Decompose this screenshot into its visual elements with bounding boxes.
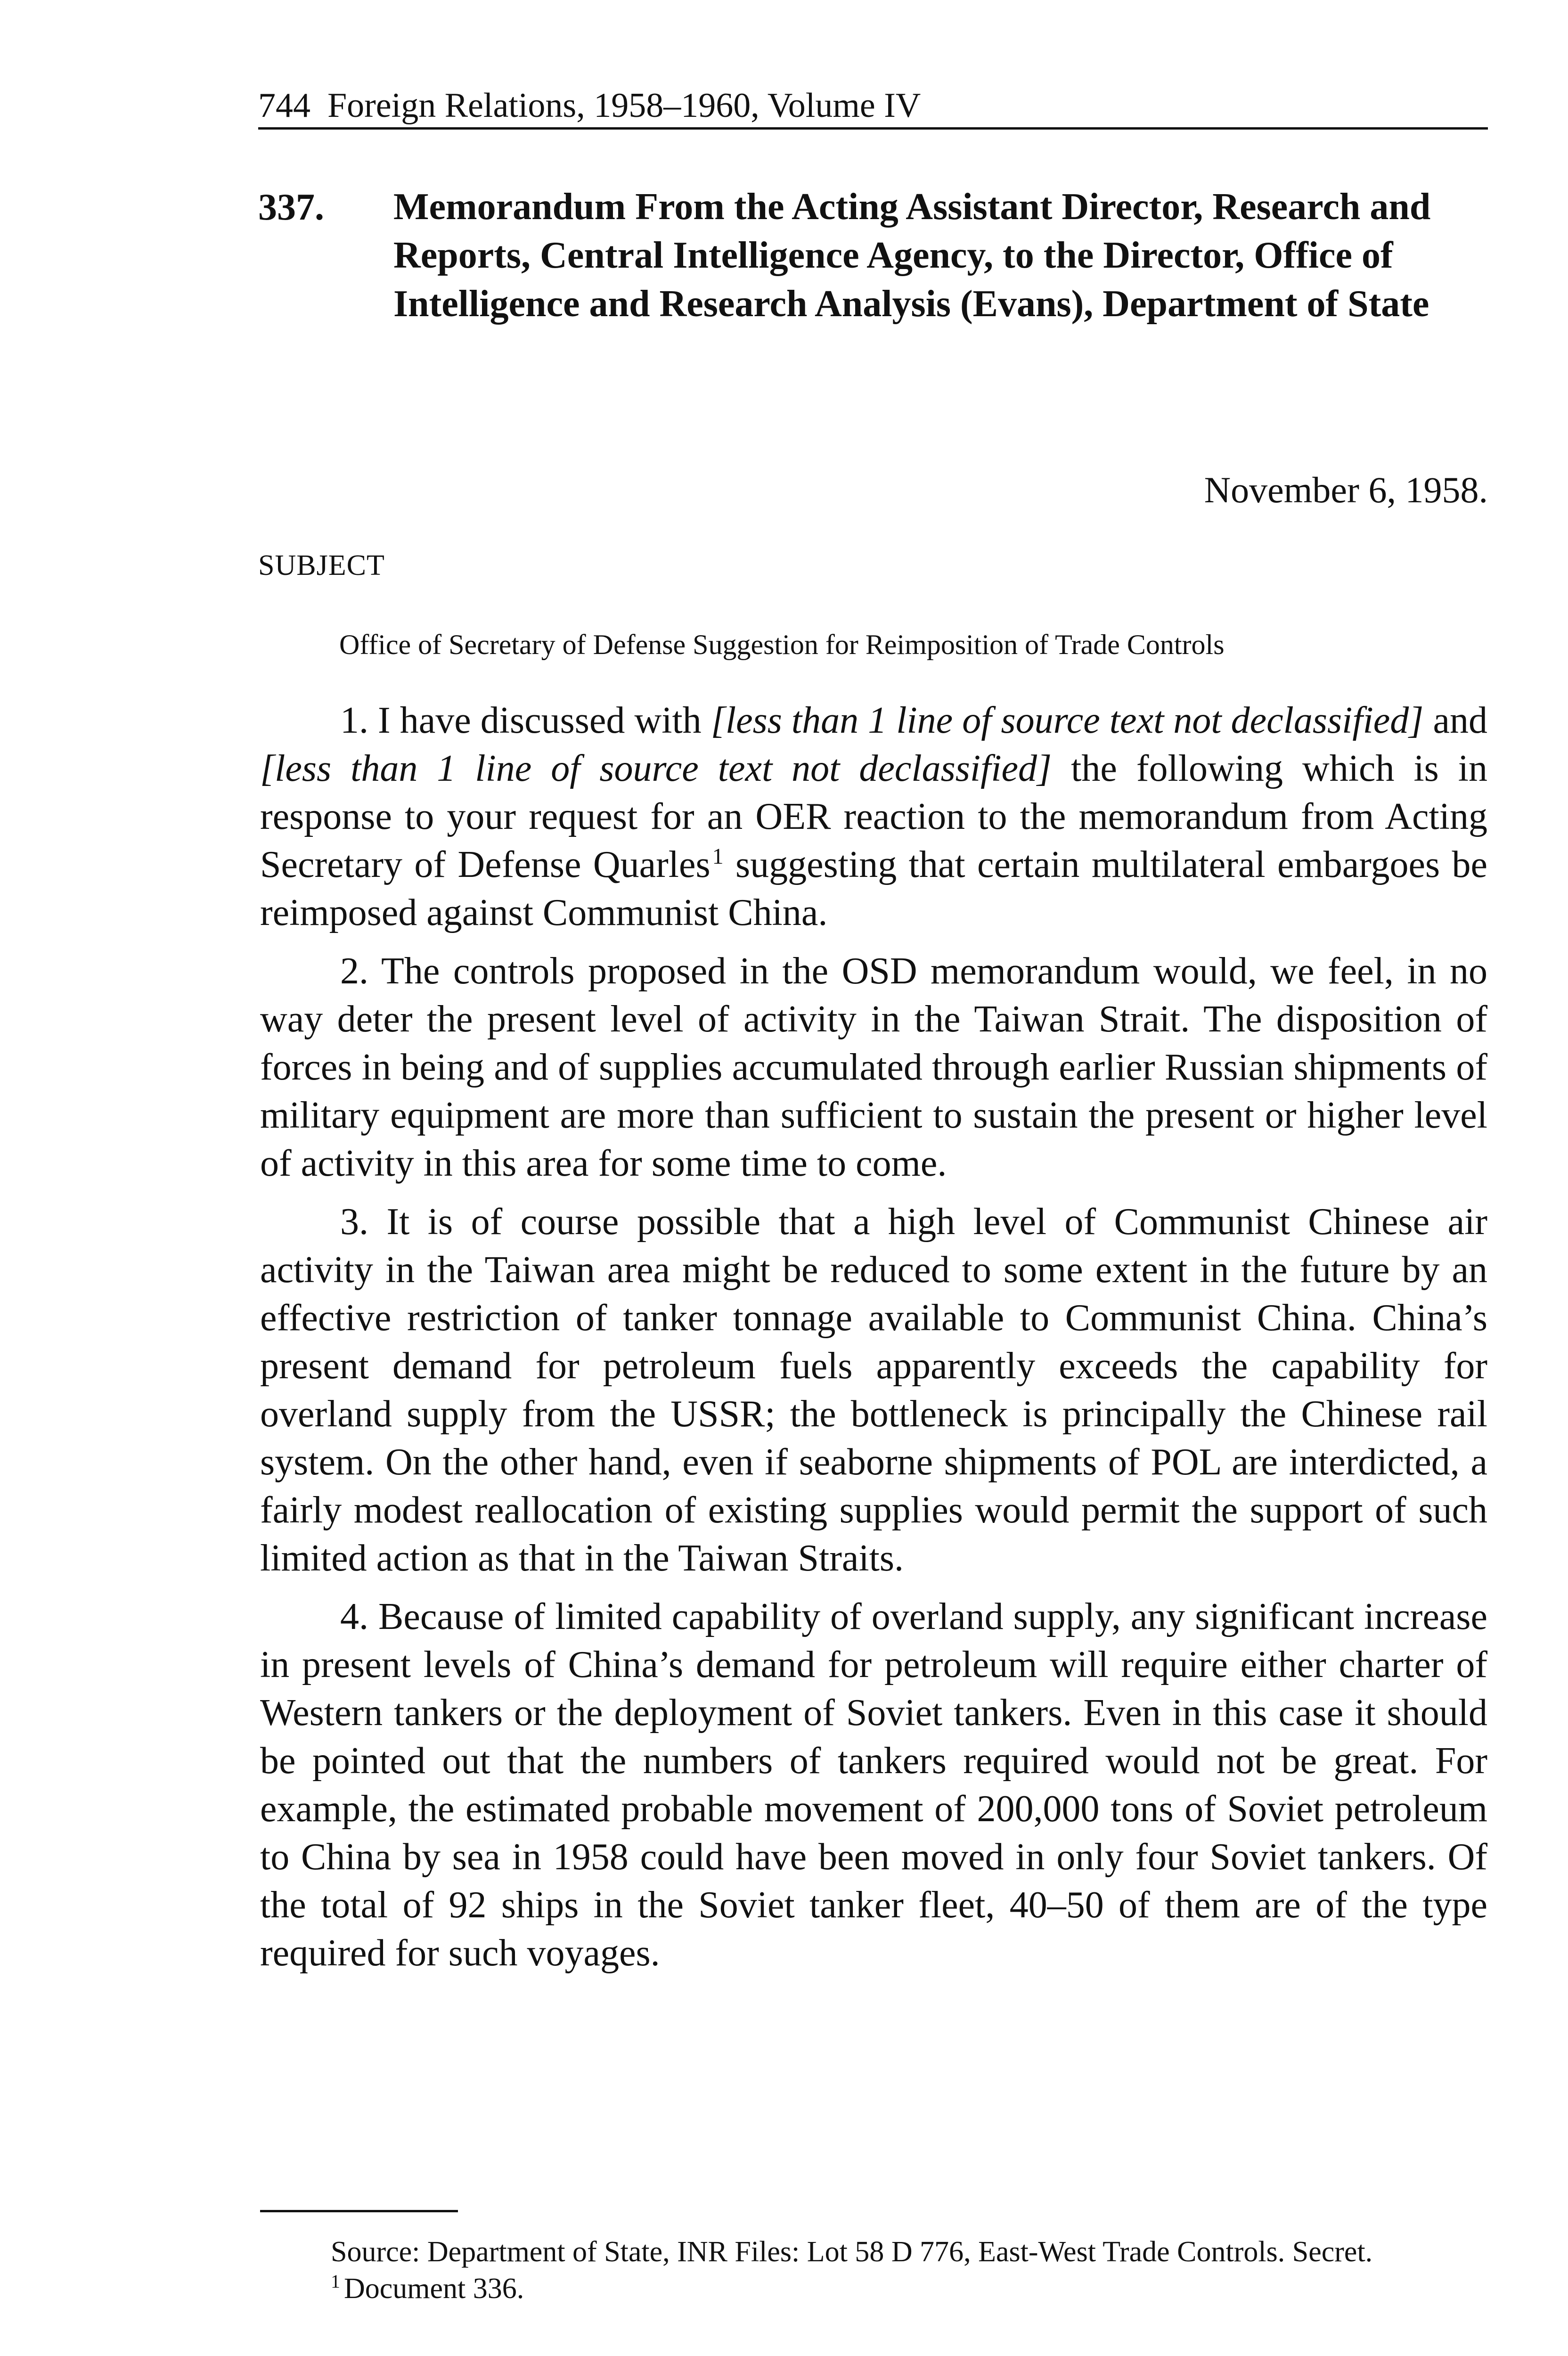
paragraph-2: 2. The controls proposed in the OSD memorandum would, we feel, in no way deter the present level of activity in the Taiwan Strait. The disposition of forces in being and of supplies accumulated through earlier Russian shipments of military equipment are more than sufficient to sustain the present or higher level of activity in this area for some time to come. xyxy=(260,950,1487,1184)
paragraph-1-text-f: suggesting that certain multilateral embargoes be reimposed against Communist China. xyxy=(260,844,1487,933)
footnote-1 xyxy=(260,2270,1487,2307)
footnote-reference-1[interactable]: 1 xyxy=(712,844,724,869)
footnote-1-text: Document 336. xyxy=(344,2273,524,2305)
footnotes xyxy=(260,2233,1487,2307)
paragraph-4: 4. Because of limited capability of overland supply, any significant increase in present levels of China’s demand for petroleum will require either charter of Western tankers or the deployment of Soviet tankers. Even in this case it should be pointed out that the numbers of tankers required would not be great. For example, the estimated probable movement of 200,000 tons of Soviet petroleum to China by sea in 1958 could have been moved in only four Soviet tankers. Of the total of 92 ships in the Soviet tanker fleet, 40–50 of them are of the type required for such voyages. xyxy=(260,1596,1487,1974)
running-head xyxy=(258,84,1488,130)
paragraph-1-text-a: 1. I have discussed with xyxy=(340,700,711,741)
memo-body xyxy=(260,696,1487,1988)
paragraph-1 xyxy=(260,696,1487,937)
footnote-1-mark: 1 xyxy=(331,2271,340,2292)
document-title: Memorandum From the Acting Assistant Director, Research and Reports, Central Intelligence Agency, to the Director, Office of Intelligence and Research Analysis (Evans), Department of State xyxy=(393,186,1431,325)
footnote-divider xyxy=(260,2210,458,2212)
source-note: Source: Department of State, INR Files: Lot 58 D 776, East-West Trade Controls. Secret. xyxy=(331,2236,1373,2268)
document-number: 337. xyxy=(258,187,324,228)
subject-label: SUBJECT xyxy=(258,549,385,581)
declassification-note-1: [less than 1 line of source text not declassified] xyxy=(710,700,1424,741)
volume-title: Foreign Relations, 1958–1960, Volume IV xyxy=(327,86,921,125)
document-date: November 6, 1958. xyxy=(1204,469,1488,510)
page-number: 744 xyxy=(258,86,310,125)
paragraph-1-text-c: and xyxy=(1423,700,1488,741)
declassification-note-2: [less than 1 line of source text not declassified] xyxy=(260,748,1052,789)
subject-text: Office of Secretary of Defense Suggestion for Reimposition of Trade Controls xyxy=(339,629,1225,660)
paragraph-1-text-e: the following which is in response to your request for an OER reaction to the memorandum from Acting Secretary of Defense Quarles xyxy=(260,748,1488,885)
paragraph-3: 3. It is of course possible that a high level of Communist Chinese air activity in the Taiwan area might be reduced to some extent in the future by an effective restriction of tanker tonnage available to Communist China. China’s present demand for petroleum fuels apparently exceeds the capability for overland supply from the USSR; the bottleneck is principally the Chinese rail system. On the other hand, even if seaborne shipments of POL are interdicted, a fairly modest reallocation of existing supplies would permit the support of such limited action as that in the Taiwan Straits. xyxy=(260,1201,1487,1579)
